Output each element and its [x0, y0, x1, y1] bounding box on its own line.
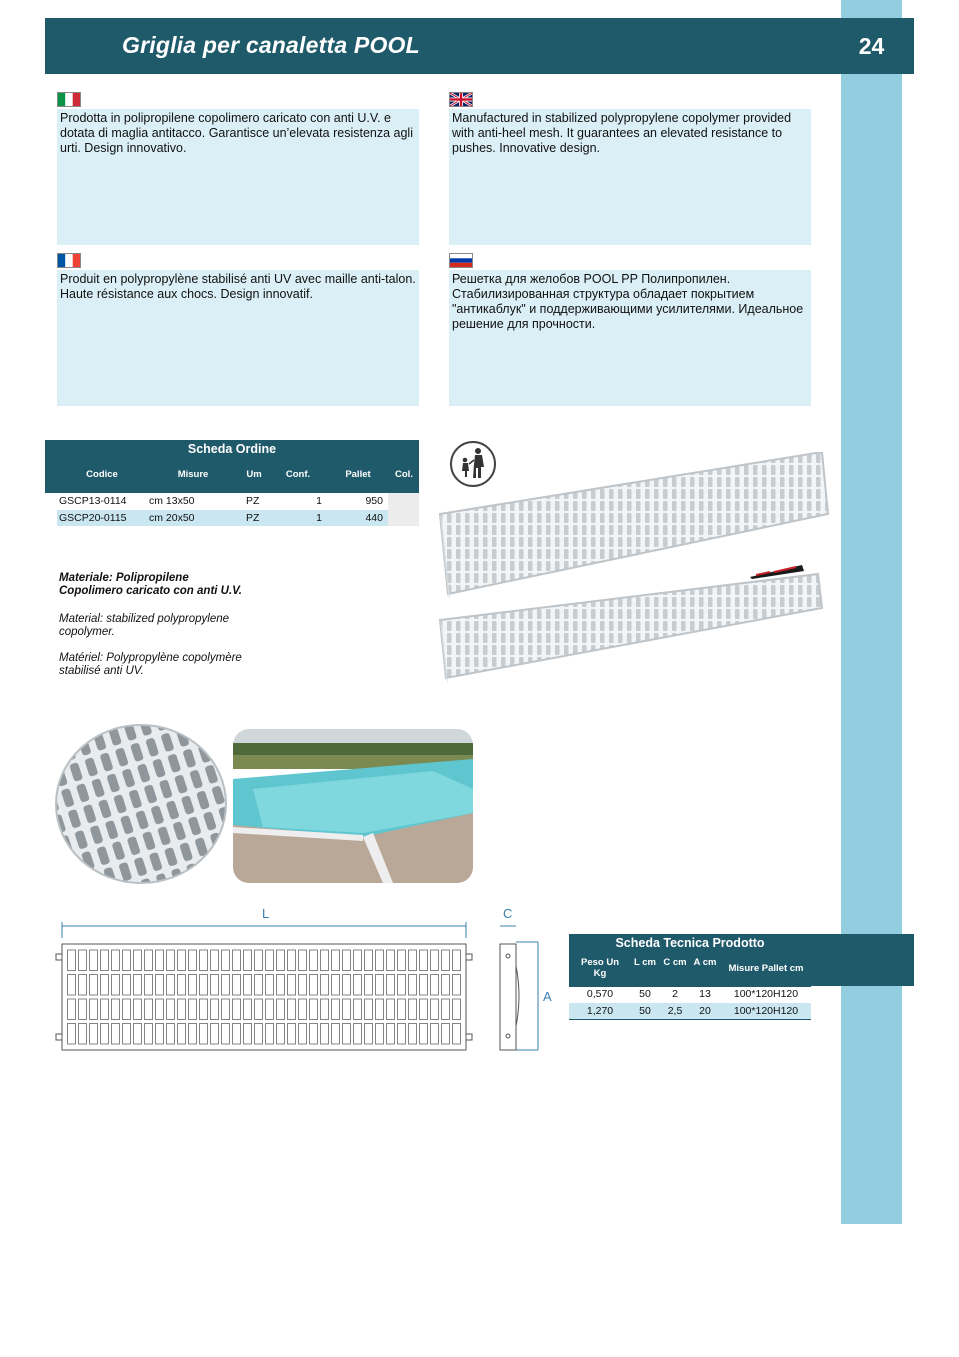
- material-french: Matériel: Polypropylène copolymère stabilisé anti UV.: [59, 652, 242, 677]
- italy-flag-icon: [57, 92, 81, 107]
- pool-photo: [233, 729, 473, 888]
- tech-table-bottom-rule: [569, 1019, 811, 1020]
- page-number: 24: [841, 18, 902, 74]
- tech-row1-a: 13: [699, 988, 711, 1000]
- order-row2-pallet: 440: [365, 512, 383, 524]
- order-col-codice: Codice: [86, 469, 118, 480]
- order-col-misure: Misure: [177, 469, 209, 480]
- tech-col-a: A cm: [693, 957, 717, 968]
- order-row1-conf: 1: [316, 495, 322, 507]
- uk-flag-icon: [449, 92, 473, 107]
- tech-row1-pallet: 100*120H120: [733, 988, 799, 1000]
- order-row1-misure: cm 13x50: [149, 495, 195, 507]
- tech-table-title: Scheda Tecnica Prodotto: [615, 936, 765, 950]
- description-russian: Решетка для желобов POOL PP Полипропилен. Стабилизированная структура обладает покрытием "антикаблук" и поддерживающими усилителями. Идеальное решение для прочности.: [449, 270, 811, 406]
- material-italian-line1: Materiale: Polipropilene: [59, 572, 189, 584]
- description-english: Manufactured in stabilized polypropylene copolymer provided with anti-heel mesh. It guarantees an elevated resistance to pushes. Innovative design.: [449, 109, 811, 245]
- dimension-l-label: L: [262, 906, 270, 921]
- tech-row2-pallet: 100*120H120: [733, 1005, 799, 1017]
- order-row1-um: PZ: [246, 495, 260, 507]
- brand-logo: [748, 563, 806, 584]
- description-italian: Prodotta in polipropilene copolimero caricato con anti U.V. e dotata di maglia antitacco. Garantisce un’elevata resistenza agli urti. Design innovativo.: [57, 109, 419, 245]
- order-table-title: Scheda Ordine: [187, 442, 277, 456]
- order-col-pallet: Pallet: [345, 469, 371, 480]
- grate-technical-drawing: [54, 922, 554, 1059]
- material-italian-line2: Copolimero caricato con anti U.V.: [59, 585, 242, 597]
- tech-row1-peso: 0,570: [586, 988, 614, 1000]
- order-col-conf: Conf.: [285, 469, 311, 480]
- grate-closeup-image: [52, 722, 230, 892]
- order-col-col-cells: [388, 493, 419, 526]
- page-title: Griglia per canaletta POOL: [122, 32, 420, 58]
- description-french: Produit en polypropylène stabilisé anti UV avec maille anti-talon. Haute résistance aux chocs. Design innovatif.: [57, 270, 419, 406]
- tech-row2-l: 50: [639, 1005, 651, 1017]
- dimension-c-label: C: [503, 906, 513, 921]
- order-row2-um: PZ: [246, 512, 260, 524]
- order-col-col: Col.: [395, 469, 413, 480]
- france-flag-icon: [57, 253, 81, 268]
- tech-col-c: C cm: [663, 957, 687, 968]
- side-strip: [841, 0, 902, 1224]
- tech-col-peso: Peso Un Kg: [580, 957, 619, 979]
- tech-table-rule: [569, 986, 811, 987]
- tech-col-l: L cm: [633, 957, 656, 968]
- tech-col-pallet: Misure Pallet cm: [728, 963, 804, 974]
- tech-row2-c: 2,5: [667, 1005, 683, 1017]
- order-row2-misure: cm 20x50: [149, 512, 195, 524]
- tech-row2-peso: 1,270: [586, 1005, 614, 1017]
- russia-flag-icon: [449, 253, 473, 268]
- order-row2-codice: GSCP20-0115: [59, 512, 127, 524]
- order-row1-codice: GSCP13-0114: [59, 495, 127, 507]
- dimension-a-label: A: [543, 989, 552, 1004]
- tech-row1-c: 2: [672, 988, 678, 1000]
- tech-row2-a: 20: [699, 1005, 711, 1017]
- order-col-um: Um: [246, 469, 262, 480]
- tech-row1-l: 50: [639, 988, 651, 1000]
- material-english: Material: stabilized polypropylene copolymer.: [59, 613, 230, 638]
- order-row1-pallet: 950: [365, 495, 383, 507]
- order-row2-conf: 1: [316, 512, 322, 524]
